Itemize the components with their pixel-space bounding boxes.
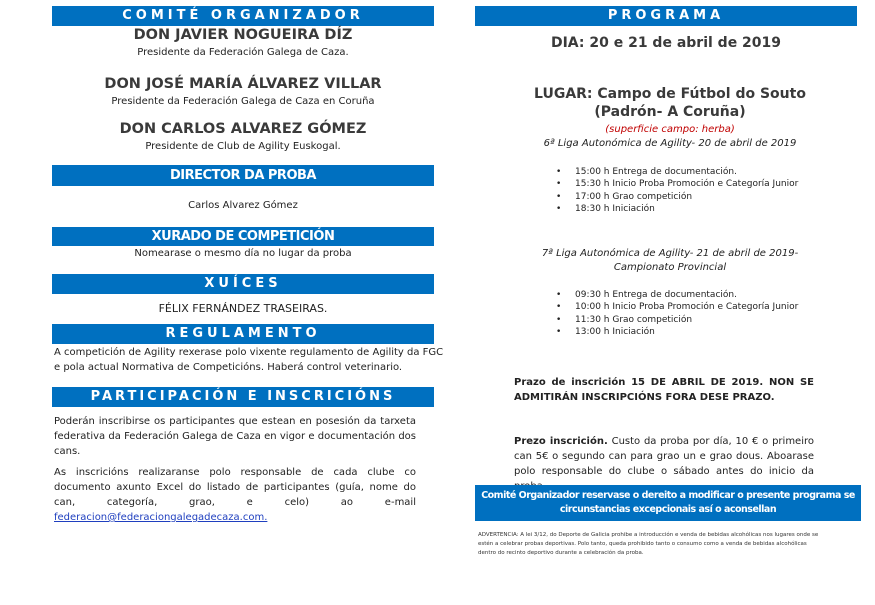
advertencia-line: dentro do recinto deportivo durante a celebración da proba. — [478, 550, 644, 556]
xurado-text: Nomearase o mesmo día no lugar da proba — [134, 248, 352, 259]
prazo-line1: Prazo de inscrición 15 DE ABRIL DE 2019. NON SE — [514, 377, 814, 388]
member-role: Presidente da Federación Galega de Caza. — [137, 47, 349, 58]
member-name: DON JAVIER NOGUEIRA DÍZ — [133, 27, 353, 43]
surface-note: (superficie campo: herba) — [605, 124, 735, 135]
director-name: Carlos Alvarez Gómez — [188, 200, 298, 211]
event-location-line1: LUGAR: Campo de Fútbol do Souto — [534, 86, 806, 102]
member-role: Presidente da Federación Galega de Caza en Coruña — [111, 96, 375, 107]
liga-7-subtitle: Campionato Provincial — [613, 262, 727, 273]
event-date: DIA: 20 e 21 de abril de 2019 — [550, 35, 782, 51]
comite-notice-line1: Comité Organizador reservase o dereito a modificar o presente programa se — [481, 490, 855, 501]
prazo-line2: ADMITIRÁN INSCRIPCIÓNS FORA DESE PRAZO. — [514, 392, 775, 403]
comite-notice-box — [475, 485, 861, 521]
programa-header: PROGRAMA — [475, 6, 857, 26]
schedule-item: • 09:30 h Entrega de documentación. — [555, 289, 798, 301]
member-role: Presidente de Club de Agility Euskogal. — [145, 141, 341, 152]
participacion-header: PARTICIPACIÓN E INSCRICIÓNS — [52, 387, 434, 407]
email-link[interactable]: federacion@federaciongalegadecaza.com. — [54, 512, 268, 523]
comite-notice-line2: circunstancias excepcionais así o aconsellan — [559, 504, 777, 515]
liga-6-title: 6ª Liga Autonómica de Agility- 20 de abril de 2019 — [543, 138, 797, 149]
advertencia-line: ADVERTENCIA: A lei 3/12, do Deporte de Galicia prohibe a introducción e venda de bebidas alcohólicas nos lugares onde se — [478, 532, 819, 538]
regulamento-line: A competición de Agility rexerase polo vixente regulamento de Agility da FGC — [54, 347, 444, 358]
schedule-item: • 18:30 h Iniciación — [555, 203, 798, 215]
day1-schedule — [555, 166, 798, 216]
regulamento-line: e pola actual Normativa de Competicións. Haberá control veterinario. — [54, 362, 403, 373]
schedule-item: • 15:30 h Inicio Proba Promoción e Categoría Junior — [555, 178, 798, 190]
member-name: DON JOSÉ MARÍA ÁLVAREZ VILLAR — [104, 76, 382, 92]
prezo-label: Prezo inscrición. — [514, 436, 608, 447]
event-location-line2: (Padrón- A Coruña) — [594, 104, 746, 120]
schedule-item: • 17:00 h Grao competición — [555, 191, 798, 203]
member-name: DON CARLOS ALVAREZ GÓMEZ — [119, 121, 367, 137]
advertencia-note — [478, 531, 858, 558]
participacion-paragraph-1: Poderán inscribirse os participantes que estean en posesión da tarxeta federativa da Federación Galega de Caza en vigor e documentación dos cans. — [54, 416, 416, 457]
prezo-text: Custo da proba por día, 10 € o primeiro can 5€ o segundo can para grao un e grao dous. Aboarase polo responsable do clube o sábado antes do inicio da — [514, 436, 814, 477]
director-header: DIRECTOR DA PROBA — [52, 165, 434, 186]
participacion-paragraph-2 — [54, 465, 416, 525]
advertencia-line: estén a celebrar probas deportivas. Polo tanto, queda prohibido tanto o consumo como a venda de bebidas alcohólicas — [478, 541, 807, 547]
xuices-name: FÉLIX FERNÁNDEZ TRASEIRAS. — [158, 302, 328, 315]
schedule-item: • 13:00 h Iniciación — [555, 326, 798, 338]
comite-organizador-header: COMITÉ ORGANIZADOR — [52, 6, 434, 26]
day2-schedule — [555, 289, 798, 339]
schedule-item: • 15:00 h Entrega de documentación. — [555, 166, 798, 178]
xurado-header: XURADO DE COMPETICIÓN — [52, 227, 434, 246]
schedule-item: • 10:00 h Inicio Proba Promoción e Categoría Junior — [555, 301, 798, 313]
xuices-header: XUÍCES — [52, 274, 434, 294]
participacion-paragraph-2-text: As inscricións realizaranse polo responsable de cada clube co documento axunto Excel do listado de participantes (guía, nome do can, categoría, grao, e celo) ao e-mail — [54, 467, 416, 508]
regulamento-header: REGULAMENTO — [52, 324, 434, 344]
schedule-item: • 11:30 h Grao competición — [555, 314, 798, 326]
liga-7-title: 7ª Liga Autonómica de Agility- 21 de abril de 2019- — [541, 248, 799, 259]
